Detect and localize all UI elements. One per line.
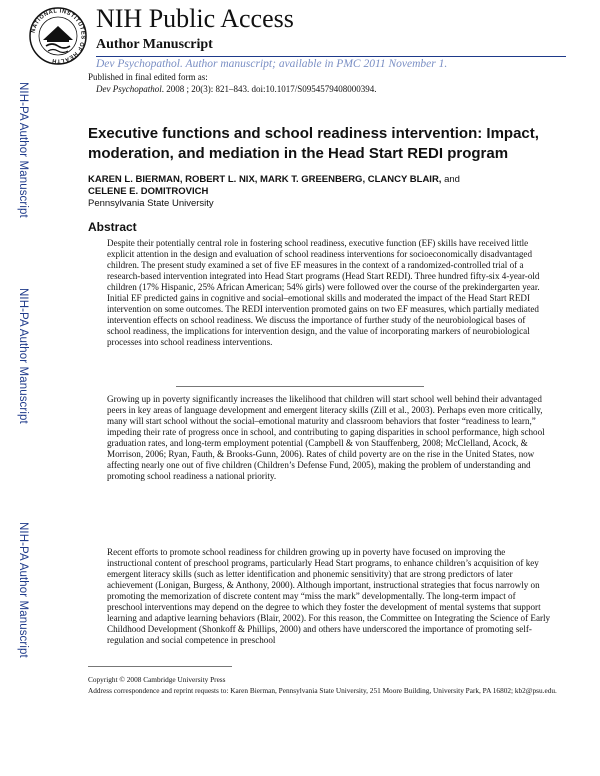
author-names: KAREN L. BIERMAN, ROBERT L. NIX, MARK T. GREENBERG, CLANCY BLAIR, <box>88 174 442 185</box>
section-separator <box>176 386 424 387</box>
availability-note-journal: Dev Psychopathol <box>96 58 180 70</box>
availability-note-text: . Author manuscript; available in PMC 2011 November 1. <box>180 58 448 70</box>
svg-text:NATIONAL INSTITUTES OF HEALTH: NATIONAL INSTITUTES OF HEALTH <box>30 8 86 64</box>
citation-details: . 2008 ; 20(3): 821–843. doi:10.1017/S0954579408000394. <box>161 84 377 94</box>
sidebar-label-top: NIH-PA Author Manuscript <box>17 82 29 218</box>
citation <box>96 84 377 94</box>
nih-seal-logo <box>28 6 88 66</box>
sidebar-label-middle: NIH-PA Author Manuscript <box>17 288 29 424</box>
article-title: Executive functions and school readiness intervention: Impact, moderation, and mediation in the Head Start REDI program <box>88 125 539 162</box>
published-label: Published in final edited form as: <box>88 72 208 82</box>
author-manuscript-subtitle: Author Manuscript <box>96 37 213 52</box>
nih-public-access-title: NIH Public Access <box>96 4 294 33</box>
availability-note <box>96 58 447 70</box>
author-list <box>88 174 558 198</box>
sidebar-label-bottom: NIH-PA Author Manuscript <box>17 522 29 658</box>
footnote-rule <box>88 666 232 667</box>
copyright-notice: Copyright © 2008 Cambridge University Press <box>88 675 226 684</box>
citation-journal: Dev Psychopathol <box>96 84 162 94</box>
author-last: CELENE E. DOMITROVICH <box>88 186 209 197</box>
affiliation: Pennsylvania State University <box>88 198 214 209</box>
header-rule <box>96 56 566 57</box>
author-conjunction: and <box>441 174 460 185</box>
body-paragraph-2: Recent efforts to promote school readiness for children growing up in poverty have focused on improving the instructional content of preschool programs, particularly Head Start programs, to enhance children’s acquisition of key emergent literacy skills (such as letter identification and phonemic sensitivity) that are strong predictors of later achievement (Lonigan, Burgess, & Anthony, 2000). Although important, instructional strategies that focus narrowly on promoting the memorization of discrete content may “miss the mark” developmentally. The long-term impact of preschool interventions may depend on the degree to which they foster the development of mental systems that support learning and adaptive learning behaviors (Blair, 2002). For this reason, the Committee on Integrating the Science of Early Childhood Development (Shonkoff & Phillips, 2000) and others have underscored the importance of promoting self-regulation and social competence in preschool <box>107 547 551 645</box>
body-paragraph-1: Growing up in poverty significantly increases the likelihood that children will start school well behind their advantaged peers in key areas of language development and emergent literacy skills (Zill et al., 2003). Perhaps even more critically, many will start school without the social–emotional maturity and classroom behaviors that foster “readiness to learn,” impeding their rate of progress once in school, and contributing to gaping disparities in school performance, high school graduation rates, and long-term employment potential (Campbell & von Stauffenberg, 2008; McClelland, Acock, & Morrison, 2006; Ryan, Fauth, & Brooks-Gunn, 2006). Rates of child poverty are on the rise in the United States, now affecting nearly one out of five children (Children’s Defense Fund, 2005), making the problem of understanding and promoting school readiness a national priority. <box>107 394 545 481</box>
abstract-heading: Abstract <box>88 220 137 234</box>
correspondence-address: Address correspondence and reprint requests to: Karen Bierman, Pennsylvania State University, 251 Moore Building, University Park, PA 16802; kb2@psu.edu. <box>88 686 557 695</box>
abstract-text: Despite their potentially central role in fostering school readiness, executive function (EF) skills have received little explicit attention in the design and evaluation of school readiness interventions for socioeconomically disadvantaged children. The present study examined a set of five EF measures in the context of a randomized-controlled trial of a research-based intervention integrated into Head Start programs (Head Start REDI). Three hundred fifty-six 4-year-old children (17% Hispanic, 25% African American; 54% girls) were followed over the course of the prekindergarten year. Initial EF predicted gains in cognitive and social–emotional skills and moderated the impact of the Head Start REDI intervention on some outcomes. The REDI intervention promoted gains on two EF measures, which partially mediated intervention effects on school readiness. We discuss the importance of further study of the neurobiological bases of school readiness, the implications for intervention design, and the value of incorporating markers of neurobiological processes into school readiness interventions. <box>107 238 540 347</box>
